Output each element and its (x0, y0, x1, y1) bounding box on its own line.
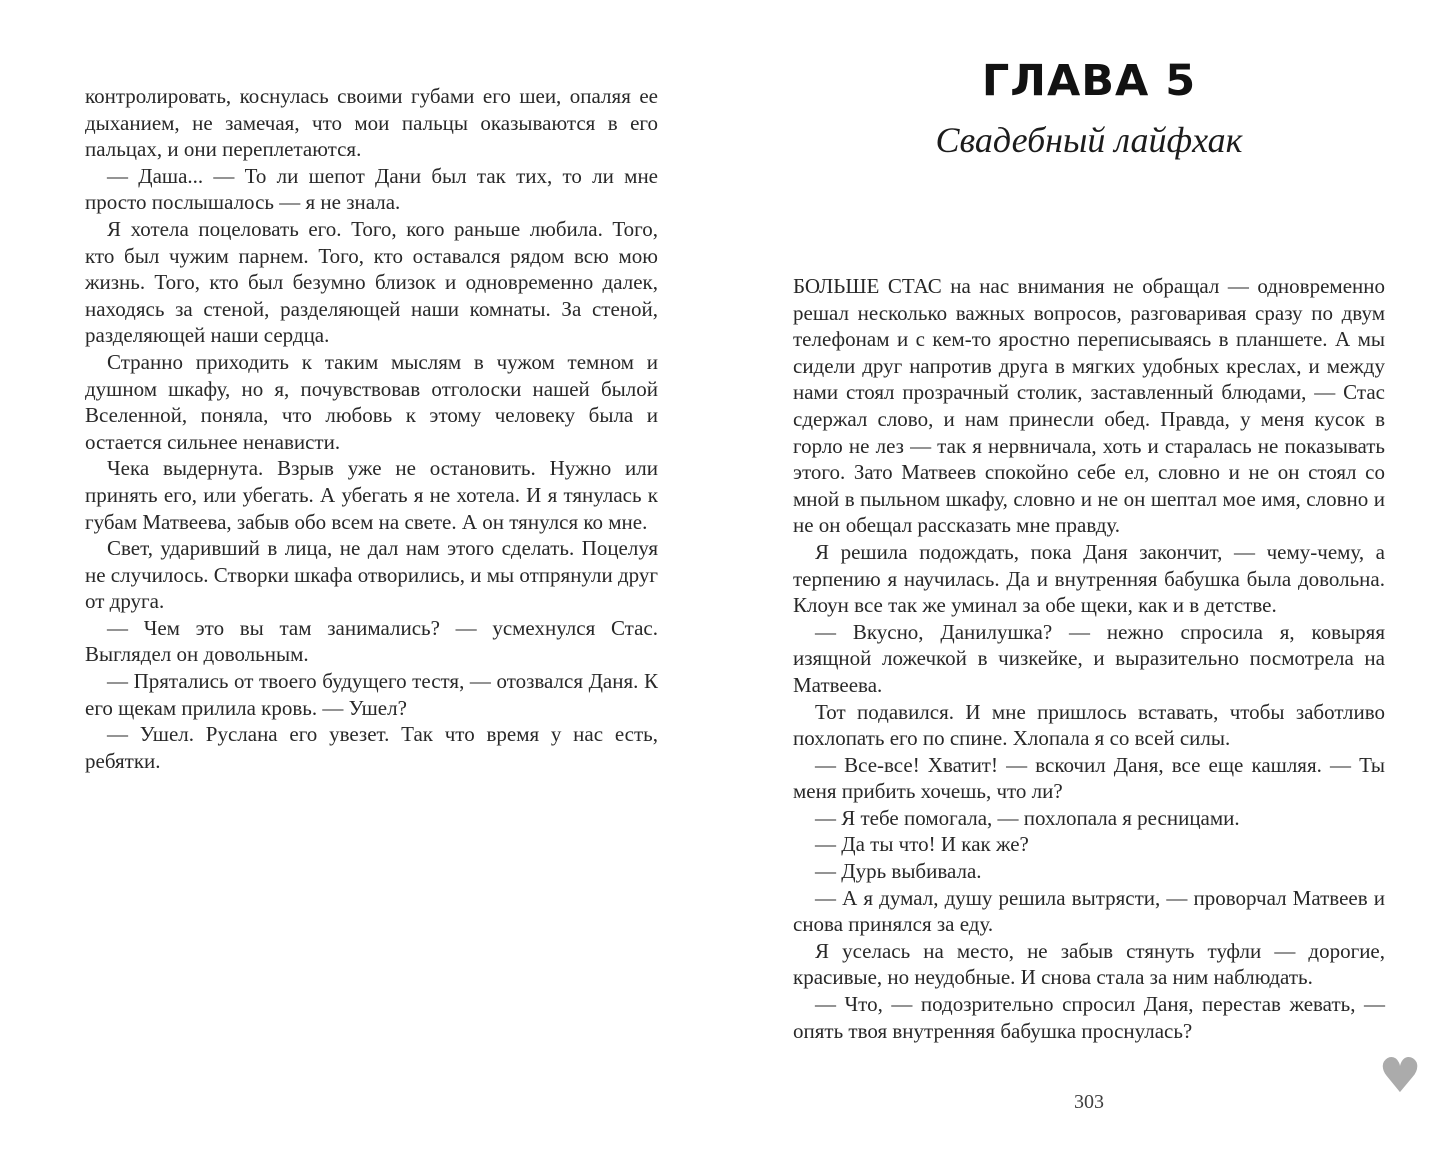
body-paragraph: — Что, — подозрительно спросил Даня, перестав жевать, — опять твоя внутренняя бабушка проснулась? (793, 992, 1385, 1043)
body-paragraph: — Прятались от твоего будущего тестя, — отозвался Даня. К его щекам прилила кровь. — Ушел? (85, 669, 658, 720)
body-paragraph: — Ушел. Руслана его увезет. Так что время у нас есть, ребятки. (85, 722, 658, 773)
right-page (793, 0, 1385, 1156)
body-paragraph: — Дурь выбивала. (815, 859, 982, 884)
body-paragraph: Чека выдернута. Взрыв уже не остановить. Нужно или принять его, или убегать. А убегать я не хотела. И я тянулась к губам Матвеева, забыв обо всем на свете. А он тянулся ко мне. (85, 456, 658, 534)
body-paragraph: — А я думал, душу решила вытрясти, — проворчал Матвеев и снова принялся за еду. (793, 885, 1385, 937)
body-paragraph: Странно приходить к таким мыслям в чужом темном и душном шкафу, но я, почувствовав отголоски нашей былой Вселенной, поняла, что любовь к этому человеку была и остается сильнее ненависти. (85, 349, 658, 454)
body-paragraph: Свет, ударивший в лица, не дал нам этого сделать. Поцелуя не случилось. Створки шкафа отворились, и мы отпрянули друг от друга. (85, 536, 658, 614)
chapter-subtitle: Свадебный лайфхак (935, 120, 1243, 160)
body-paragraph: — Вкусно, Данилушка? — нежно спросила я, ковыряя изящной ложечкой в чизкейке, и выразительно посмотрела на Матвеева. (793, 619, 1385, 697)
body-paragraph: контролировать, коснулась своими губами его шеи, опаляя ее дыханием, не замечая, что мои пальцы оказываются в его пальцах, и они переплетаются. (85, 84, 658, 162)
body-paragraph: Я уселась на место, не забыв стянуть туфли — дорогие, красивые, но неудобные. И снова стала за ним наблюдать. (793, 938, 1385, 990)
body-paragraph: — Я тебе помогала, — похлопала я ресницами. (815, 805, 1240, 830)
left-page (85, 83, 658, 774)
body-paragraph: Я решила подождать, пока Даня закончит, — чему-чему, а терпению я научилась. Да и внутренняя бабушка была довольна. Клоун все так же уминал за обе щеки, как и в детстве. (793, 539, 1385, 618)
chapter-body (793, 273, 1385, 1044)
body-paragraph: — Все-все! Хватит! — вскочил Даня, все еще кашляя. — Ты меня прибить хочешь, что ли? (793, 752, 1385, 804)
chapter-heading: ГЛАВА 5 (981, 56, 1197, 106)
body-paragraph: Я хотела поцеловать его. Того, кого раньше любила. Того, кто был чужим парнем. Того, кто оставался рядом всю мою жизнь. Того, кто был безумно близок и одновременно далек, находясь за стеной, разделяющей наши комнаты. За стеной, разделяющей наши сердца. (85, 216, 658, 348)
heart-icon[interactable]: ♥ (1378, 1048, 1422, 1104)
body-paragraph: — Да ты что! И как же? (815, 832, 1029, 857)
body-paragraph: Тот подавился. И мне пришлось вставать, чтобы заботливо похлопать его по спине. Хлопала я со всей силы. (793, 699, 1385, 751)
page-number: 303 (1074, 1091, 1104, 1113)
body-paragraph: — Даша... — То ли шепот Дани был так тих, то ли мне просто послышалось — я не знала. (85, 163, 658, 215)
body-paragraph: — Чем это вы там занимались? — усмехнулся Стас. Выглядел он довольным. (85, 615, 658, 667)
body-paragraph: БОЛЬШЕ СТАС на нас внимания не обращал — одновременно решал несколько важных вопросов, разговаривая сразу по двум телефонам и с кем-то яростно переписываясь в планшете. А мы сидели друг напротив друга в мягких удобных креслах, и между нами стоял прозрачный столик, заставленный блюдами, — Стас сдержал слово, и нам принесли обед. Правда, у меня кусок в горло не лез — так я нервничала, хоть и старалась не показывать этого. Зато Матвеев спокойно себе ел, словно и не он стоял со мной в пыльном шкафу, словно и не он шептал мое имя, словно и не он обещал рассказать мне правду. (793, 274, 1385, 538)
